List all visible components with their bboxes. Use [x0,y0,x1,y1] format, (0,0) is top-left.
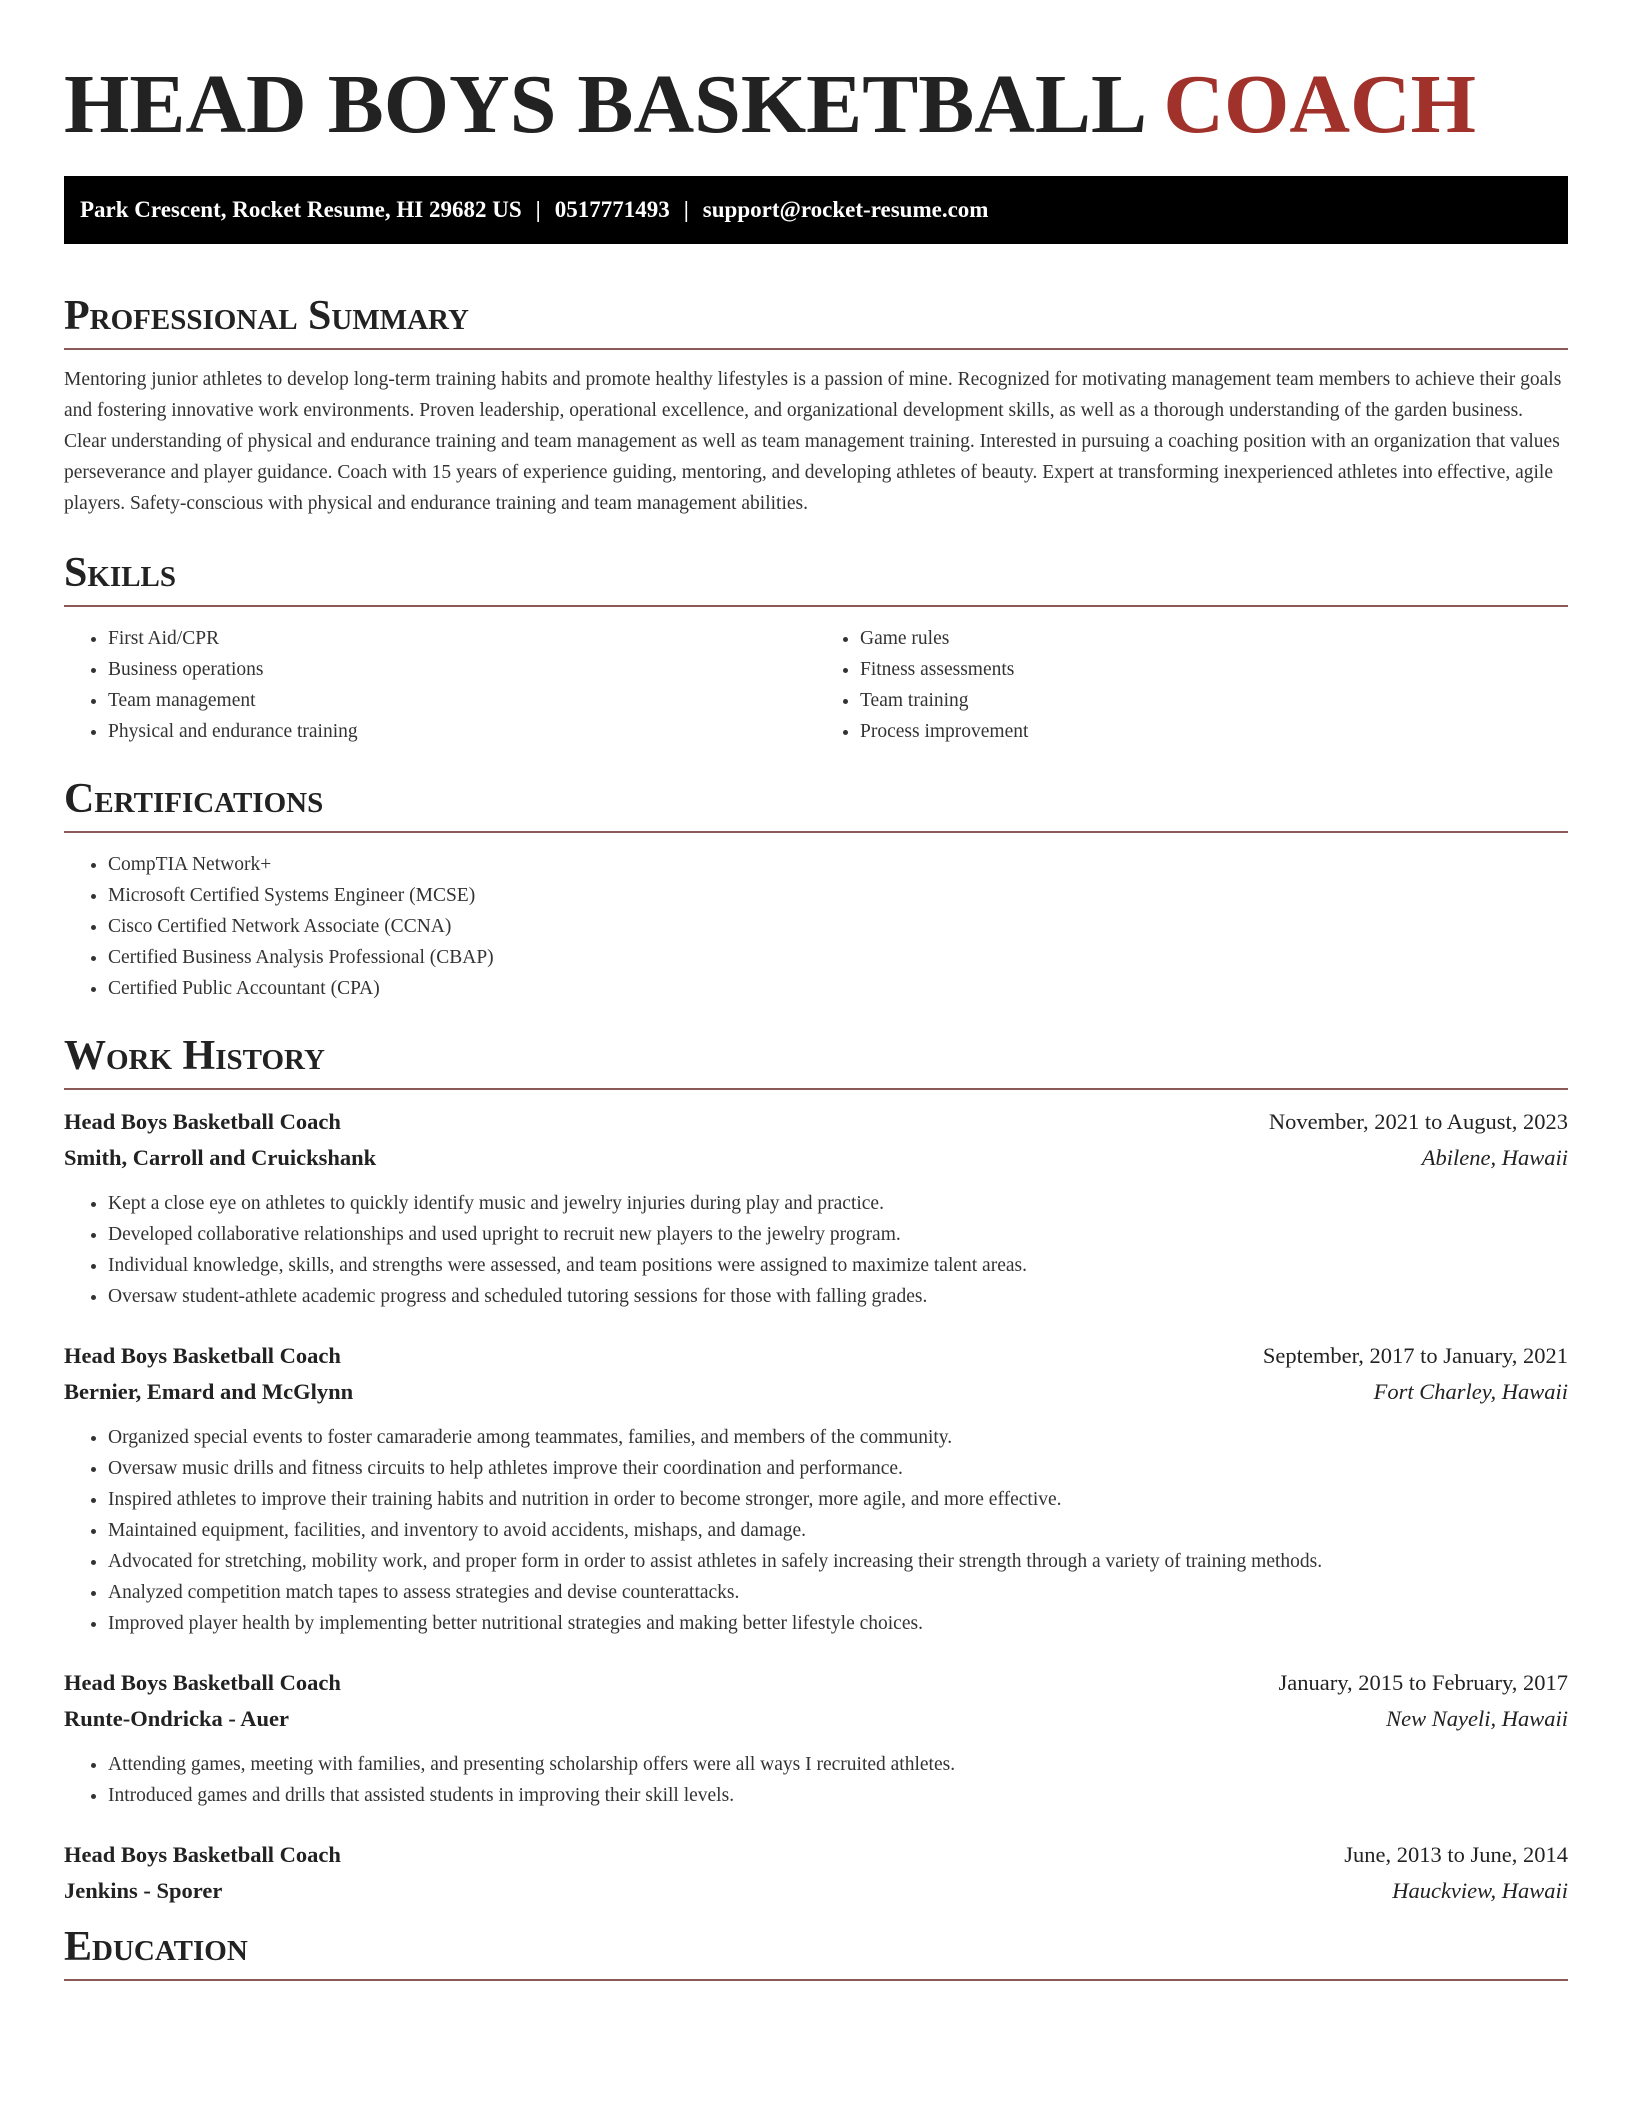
job-bullet: • Improved player health by implementing better nutritional strategies and making better lifestyle choices. [108,1608,1568,1639]
summary-text: Mentoring junior athletes to develop long-term training habits and promote healthy lifestyles is a passion of mine. Recognized for motivating management team members to achieve their goals and fostering innovative work environments. Proven leadership, operational excellence, and organizational development skills, as well as a thorough understanding of the garden business. Clear understanding of physical and endurance training and team management as well as team management training. Interested in pursuing a coaching position with an organization that values perseverance and player guidance. Coach with 15 years of experience guiding, mentoring, and developing athletes of beauty. Expert at transforming inexperienced athletes into effective, agile players. Safety-conscious with physical and endurance training and team management abilities. [64,369,1562,514]
job-bullet: • Oversaw student-athlete academic progress and scheduled tutoring sessions for those with falling grades. [108,1281,1568,1312]
job-title: Head Boys Basketball Coach [64,1842,341,1867]
job-title: Head Boys Basketball Coach [64,1343,341,1368]
skills-section [64,549,1568,747]
job-company: Smith, Carroll and Cruickshank [64,1145,377,1170]
skills-column-right [816,623,1568,747]
contact-bar [64,176,1568,244]
job-bullet: • Attending games, meeting with families, and presenting scholarship offers were all ways I recruited athletes. [108,1749,1568,1780]
job-bullet: • Developed collaborative relationships and used upright to recruit new players to the jewelry program. [108,1219,1568,1250]
job-bullets [64,1188,1568,1312]
job-location: Abilene, Hawaii [1421,1145,1568,1170]
contact-separator: | [535,197,541,222]
job-entry [64,1104,1568,1312]
education-heading: Education [64,1923,1568,1981]
certifications-list [64,849,1568,1004]
job-bullet: • Organized special events to foster camaraderie among teammates, families, and members of the community. [108,1422,1568,1453]
job-dates: January, 2015 to February, 2017 [1278,1670,1568,1695]
job-entry [64,1837,1568,1909]
education-section [64,1923,1568,1981]
certification-item: • Certified Public Accountant (CPA) [108,973,1568,1004]
job-bullet: • Inspired athletes to improve their training habits and nutrition in order to become stronger, more agile, and more effective. [108,1484,1568,1515]
job-bullet: • Analyzed competition match tapes to assess strategies and devise counterattacks. [108,1577,1568,1608]
work-history-heading: Work History [64,1032,1568,1090]
job-location: Fort Charley, Hawaii [1373,1379,1568,1404]
job-header [64,1338,1568,1374]
certification-item: • Cisco Certified Network Associate (CCNA) [108,911,1568,942]
summary-heading: Professional Summary [64,292,1568,350]
skill-item: • Game rules [860,623,1568,654]
job-bullet: • Individual knowledge, skills, and strengths were assessed, and team positions were assigned to maximize talent areas. [108,1250,1568,1281]
contact-phone: 0517771493 [554,197,670,222]
job-entry [64,1338,1568,1639]
job-dates: September, 2017 to January, 2021 [1262,1343,1568,1368]
job-company: Runte-Ondricka - Auer [64,1706,289,1731]
contact-address: Park Crescent, Rocket Resume, HI 29682 US [80,197,522,222]
skills-grid [64,623,1568,747]
skill-item: • Business operations [108,654,816,685]
resume-title [64,0,1568,152]
certification-item: • Certified Business Analysis Professional (CBAP) [108,942,1568,973]
title-main: HEAD BOYS BASKETBALL [64,58,1143,151]
job-header [64,1837,1568,1873]
job-subheader [64,1374,1568,1410]
summary-section [64,292,1568,519]
skill-item: • Team management [108,685,816,716]
certification-item: • CompTIA Network+ [108,849,1568,880]
job-entry [64,1665,1568,1811]
job-title: Head Boys Basketball Coach [64,1670,341,1695]
skill-item: • Process improvement [860,716,1568,747]
title-accent: COACH [1163,58,1477,151]
contact-email: support@rocket-resume.com [702,197,989,222]
job-bullet: • Kept a close eye on athletes to quickly identify music and jewelry injuries during play and practice. [108,1188,1568,1219]
job-bullet: • Advocated for stretching, mobility work, and proper form in order to assist athletes in safely increasing their strength through a variety of training methods. [108,1546,1568,1577]
job-bullet: • Oversaw music drills and fitness circuits to help athletes improve their coordination and performance. [108,1453,1568,1484]
job-subheader [64,1140,1568,1176]
job-location: Hauckview, Hawaii [1392,1878,1568,1903]
certifications-heading: Certifications [64,775,1568,833]
job-subheader [64,1873,1568,1909]
job-subheader [64,1701,1568,1737]
skill-item: • Fitness assessments [860,654,1568,685]
skills-list-right [816,623,1568,747]
skills-list-left [64,623,816,747]
job-dates: June, 2013 to June, 2014 [1344,1842,1568,1867]
certification-item: • Microsoft Certified Systems Engineer (MCSE) [108,880,1568,911]
skills-column-left [64,623,816,747]
contact-separator: | [683,197,689,222]
job-header [64,1104,1568,1140]
job-dates: November, 2021 to August, 2023 [1268,1109,1568,1134]
skill-item: • Physical and endurance training [108,716,816,747]
work-history-section [64,1032,1568,1909]
skill-item: • First Aid/CPR [108,623,816,654]
job-bullets [64,1422,1568,1639]
job-company: Bernier, Emard and McGlynn [64,1379,354,1404]
job-bullet: • Introduced games and drills that assisted students in improving their skill levels. [108,1780,1568,1811]
job-company: Jenkins - Sporer [64,1878,223,1903]
certifications-section [64,775,1568,1004]
job-bullet: • Maintained equipment, facilities, and inventory to avoid accidents, mishaps, and damage. [108,1515,1568,1546]
job-title: Head Boys Basketball Coach [64,1109,341,1134]
job-header [64,1665,1568,1701]
job-location: New Nayeli, Hawaii [1386,1706,1568,1731]
job-bullets [64,1749,1568,1811]
skill-item: • Team training [860,685,1568,716]
skills-heading: Skills [64,549,1568,607]
